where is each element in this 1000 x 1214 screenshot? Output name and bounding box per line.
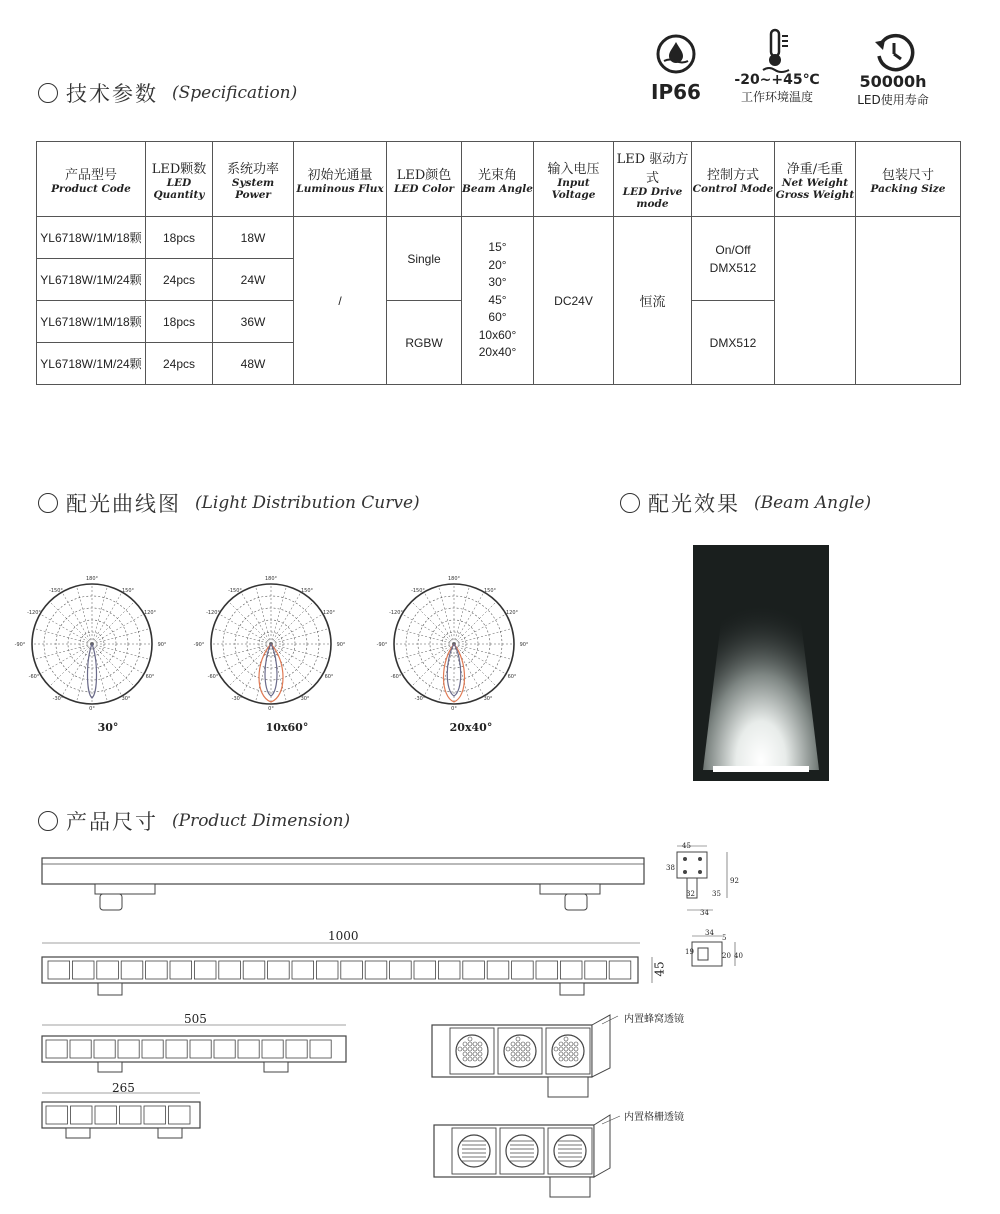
led-cell bbox=[238, 1040, 259, 1058]
beam-title-en: (Beam Angle) bbox=[754, 493, 872, 513]
led-cell bbox=[268, 961, 290, 979]
polar-angle-label: -90° bbox=[14, 642, 26, 648]
led-cell bbox=[214, 1040, 235, 1058]
polar-angle-label: 150° bbox=[483, 588, 497, 594]
led-cell bbox=[72, 961, 94, 979]
led-cell bbox=[286, 1040, 307, 1058]
lifetime-label: LED使用寿命 bbox=[857, 93, 929, 107]
polar-chart bbox=[377, 576, 529, 712]
led-cell bbox=[70, 1040, 91, 1058]
header-weight: 净重/毛重 Net Weight Gross Weight bbox=[775, 142, 856, 217]
header-beam-angle: 光束角 Beam Angle bbox=[462, 142, 534, 217]
led-cell bbox=[170, 961, 192, 979]
cell-flux: / bbox=[294, 217, 387, 385]
side-b-label: 5 bbox=[722, 934, 727, 942]
lifetime-info bbox=[843, 72, 943, 108]
curve-section-title bbox=[38, 488, 420, 518]
header-led-quantity: LED颗数 LED Quantity bbox=[146, 142, 213, 217]
cell-beam-angles: 15° 20° 30° 45° 60° 10x60° 20x40° bbox=[462, 217, 534, 385]
spec-section-title bbox=[38, 78, 297, 108]
polar-angle-label: 30° bbox=[300, 696, 310, 702]
led-cell bbox=[609, 961, 631, 979]
grille-lens-label: 内置格栅透镜 bbox=[624, 1112, 684, 1123]
polar-angle-label: -120° bbox=[206, 610, 220, 616]
table-header-row bbox=[37, 142, 961, 217]
led-cell bbox=[219, 961, 241, 979]
lens-circle bbox=[554, 1135, 586, 1167]
polar-charts-svg bbox=[14, 568, 546, 718]
cell-control-b: DMX512 bbox=[692, 301, 775, 385]
led-cell bbox=[190, 1040, 211, 1058]
led-cell bbox=[365, 961, 387, 979]
front-view-1000 bbox=[40, 940, 670, 1004]
polar-angle-label: 180° bbox=[264, 576, 278, 582]
bullet-circle-icon bbox=[38, 811, 58, 831]
cell-power: 36W bbox=[213, 301, 294, 343]
led-cell bbox=[310, 1040, 331, 1058]
end-c-label: 34 bbox=[700, 909, 709, 917]
cell-power: 18W bbox=[213, 217, 294, 259]
cell-voltage: DC24V bbox=[534, 217, 614, 385]
cell-led-qty: 18pcs bbox=[146, 217, 213, 259]
led-cell bbox=[169, 1106, 191, 1124]
polar-angle-label: 150° bbox=[300, 588, 314, 594]
led-cell bbox=[95, 1106, 117, 1124]
led-cell bbox=[243, 961, 265, 979]
led-cell bbox=[146, 961, 168, 979]
polar-chart bbox=[15, 576, 167, 712]
led-cell bbox=[438, 961, 460, 979]
cell-power: 24W bbox=[213, 259, 294, 301]
spec-title-zh: 技术参数 bbox=[66, 82, 158, 106]
end-a-label: 32 bbox=[686, 890, 695, 898]
side-view-drawing bbox=[40, 854, 650, 918]
bullet-circle-icon bbox=[38, 493, 58, 513]
header-input-voltage: 输入电压 Input Voltage bbox=[534, 142, 614, 217]
cell-led-qty: 24pcs bbox=[146, 343, 213, 385]
end-b-label: 35 bbox=[712, 890, 721, 898]
front-view-505 bbox=[40, 1022, 360, 1078]
spec-title-en: (Specification) bbox=[172, 83, 298, 103]
height-45-label: 45 bbox=[652, 961, 667, 977]
polar-angle-label: 0° bbox=[451, 706, 457, 712]
temp-range: -20~+45℃ bbox=[734, 72, 820, 88]
polar-angle-label: 30° bbox=[483, 696, 493, 702]
header-luminous-flux: 初始光通量 Luminous Flux bbox=[294, 142, 387, 217]
polar-caption-1: 30° bbox=[97, 721, 119, 734]
table-row bbox=[37, 217, 961, 259]
cell-packing bbox=[856, 217, 961, 385]
front-view-265 bbox=[40, 1090, 210, 1146]
lifetime-value: 50000h bbox=[859, 72, 927, 91]
cell-color-single: Single bbox=[387, 217, 462, 301]
polar-angle-label: -60° bbox=[207, 674, 219, 680]
polar-angle-label: -60° bbox=[390, 674, 402, 680]
bullet-circle-icon bbox=[620, 493, 640, 513]
polar-angle-label: 90° bbox=[157, 642, 167, 648]
polar-angle-label: 120° bbox=[505, 610, 519, 616]
grille-lens-drawing bbox=[432, 1110, 622, 1204]
led-cell bbox=[463, 961, 485, 979]
polar-angle-label: -30° bbox=[52, 696, 64, 702]
polar-angle-label: 0° bbox=[268, 706, 274, 712]
header-product-code: 产品型号 Product Code bbox=[37, 142, 146, 217]
polar-angle-label: 120° bbox=[322, 610, 336, 616]
polar-angle-label: -90° bbox=[193, 642, 205, 648]
led-cell bbox=[536, 961, 558, 979]
led-cell bbox=[71, 1106, 93, 1124]
led-cell bbox=[121, 961, 143, 979]
beam-photo bbox=[693, 545, 829, 781]
polar-angle-label: -120° bbox=[27, 610, 41, 616]
polar-angle-label: 180° bbox=[447, 576, 461, 582]
side-e-label: 19 bbox=[685, 948, 694, 956]
polar-angle-label: -150° bbox=[228, 588, 242, 594]
dimension-section-title bbox=[38, 806, 350, 836]
led-cell bbox=[341, 961, 363, 979]
length-265-label: 265 bbox=[112, 1081, 135, 1095]
lens-circle bbox=[506, 1135, 538, 1167]
polar-angle-label: 150° bbox=[121, 588, 135, 594]
dimension-title-zh: 产品尺寸 bbox=[66, 810, 158, 834]
temp-info bbox=[722, 72, 832, 105]
led-cell bbox=[97, 961, 119, 979]
polar-angle-label: 30° bbox=[121, 696, 131, 702]
waterproof-icon bbox=[655, 33, 697, 79]
led-cell bbox=[487, 961, 509, 979]
polar-angle-label: -60° bbox=[28, 674, 40, 680]
end-h1-label: 38 bbox=[666, 864, 675, 872]
thermometer-icon bbox=[761, 28, 793, 76]
polar-angle-label: 60° bbox=[145, 674, 155, 680]
cell-control-a: On/Off DMX512 bbox=[692, 217, 775, 301]
polar-charts bbox=[14, 568, 546, 718]
polar-angle-label: 90° bbox=[336, 642, 346, 648]
polar-caption-3: 20x40° bbox=[449, 721, 493, 734]
led-cell bbox=[118, 1040, 139, 1058]
polar-chart bbox=[194, 576, 346, 712]
polar-angle-label: -30° bbox=[414, 696, 426, 702]
dimension-title-en: (Product Dimension) bbox=[172, 811, 351, 831]
side-d-label: 40 bbox=[734, 952, 743, 960]
led-cell bbox=[120, 1106, 142, 1124]
polar-angle-label: 90° bbox=[519, 642, 529, 648]
led-cell bbox=[142, 1040, 163, 1058]
header-led-color: LED颜色 LED Color bbox=[387, 142, 462, 217]
temp-label: 工作环境温度 bbox=[740, 90, 813, 104]
led-cell bbox=[144, 1106, 166, 1124]
polar-angle-label: -120° bbox=[389, 610, 403, 616]
end-width-label: 45 bbox=[682, 842, 691, 850]
cell-weight bbox=[775, 217, 856, 385]
led-cell bbox=[414, 961, 436, 979]
cell-color-rgbw: RGBW bbox=[387, 301, 462, 385]
header-packing-size: 包装尺寸 Packing Size bbox=[856, 142, 961, 217]
led-cell bbox=[166, 1040, 187, 1058]
bullet-circle-icon bbox=[38, 83, 58, 103]
led-cell bbox=[194, 961, 216, 979]
cell-drive: 恒流 bbox=[614, 217, 692, 385]
honeycomb-lens-drawing bbox=[430, 1010, 620, 1104]
header-drive-mode: LED 驱动方式 LED Drive mode bbox=[614, 142, 692, 217]
curve-title-zh: 配光曲线图 bbox=[66, 492, 181, 516]
cell-product-code: YL6718W/1M/18颗 bbox=[37, 217, 146, 259]
header-system-power: 系统功率 System Power bbox=[213, 142, 294, 217]
led-cell bbox=[292, 961, 314, 979]
cell-product-code: YL6718W/1M/18颗 bbox=[37, 301, 146, 343]
polar-angle-label: -150° bbox=[411, 588, 425, 594]
ip-rating-text: IP66 bbox=[651, 80, 701, 104]
polar-angle-label: 120° bbox=[143, 610, 157, 616]
led-cell bbox=[560, 961, 582, 979]
beam-title-zh: 配光效果 bbox=[648, 492, 740, 516]
length-505-label: 505 bbox=[184, 1012, 207, 1026]
polar-angle-label: 60° bbox=[507, 674, 517, 680]
honeycomb-lens-label: 内置蜂窝透镜 bbox=[624, 1014, 684, 1025]
cell-power: 48W bbox=[213, 343, 294, 385]
curve-title-en: (Light Distribution Curve) bbox=[195, 493, 420, 513]
polar-angle-label: 60° bbox=[324, 674, 334, 680]
header-control-mode: 控制方式 Control Mode bbox=[692, 142, 775, 217]
led-cell bbox=[585, 961, 607, 979]
cell-led-qty: 24pcs bbox=[146, 259, 213, 301]
led-cell bbox=[316, 961, 338, 979]
polar-angle-label: -150° bbox=[49, 588, 63, 594]
length-1000-label: 1000 bbox=[328, 929, 359, 943]
led-cell bbox=[46, 1040, 67, 1058]
polar-angle-label: 180° bbox=[85, 576, 99, 582]
polar-angle-label: -30° bbox=[231, 696, 243, 702]
led-cell bbox=[48, 961, 70, 979]
led-cell bbox=[390, 961, 412, 979]
end-view-drawing bbox=[665, 840, 755, 929]
cell-product-code: YL6718W/1M/24颗 bbox=[37, 343, 146, 385]
led-cell bbox=[512, 961, 534, 979]
cell-led-qty: 18pcs bbox=[146, 301, 213, 343]
spec-table bbox=[36, 141, 961, 385]
cell-product-code: YL6718W/1M/24颗 bbox=[37, 259, 146, 301]
side-a-label: 34 bbox=[705, 929, 714, 937]
ip-rating bbox=[640, 80, 712, 104]
polar-angle-label: -90° bbox=[376, 642, 388, 648]
beam-section-title bbox=[620, 488, 871, 518]
polar-caption-2: 10x60° bbox=[265, 721, 309, 734]
led-cell bbox=[46, 1106, 68, 1124]
polar-angle-label: 0° bbox=[89, 706, 95, 712]
side-c-label: 20 bbox=[722, 952, 731, 960]
lens-circle bbox=[458, 1135, 490, 1167]
end-h2-label: 92 bbox=[730, 877, 739, 885]
led-cell bbox=[262, 1040, 283, 1058]
led-cell bbox=[94, 1040, 115, 1058]
